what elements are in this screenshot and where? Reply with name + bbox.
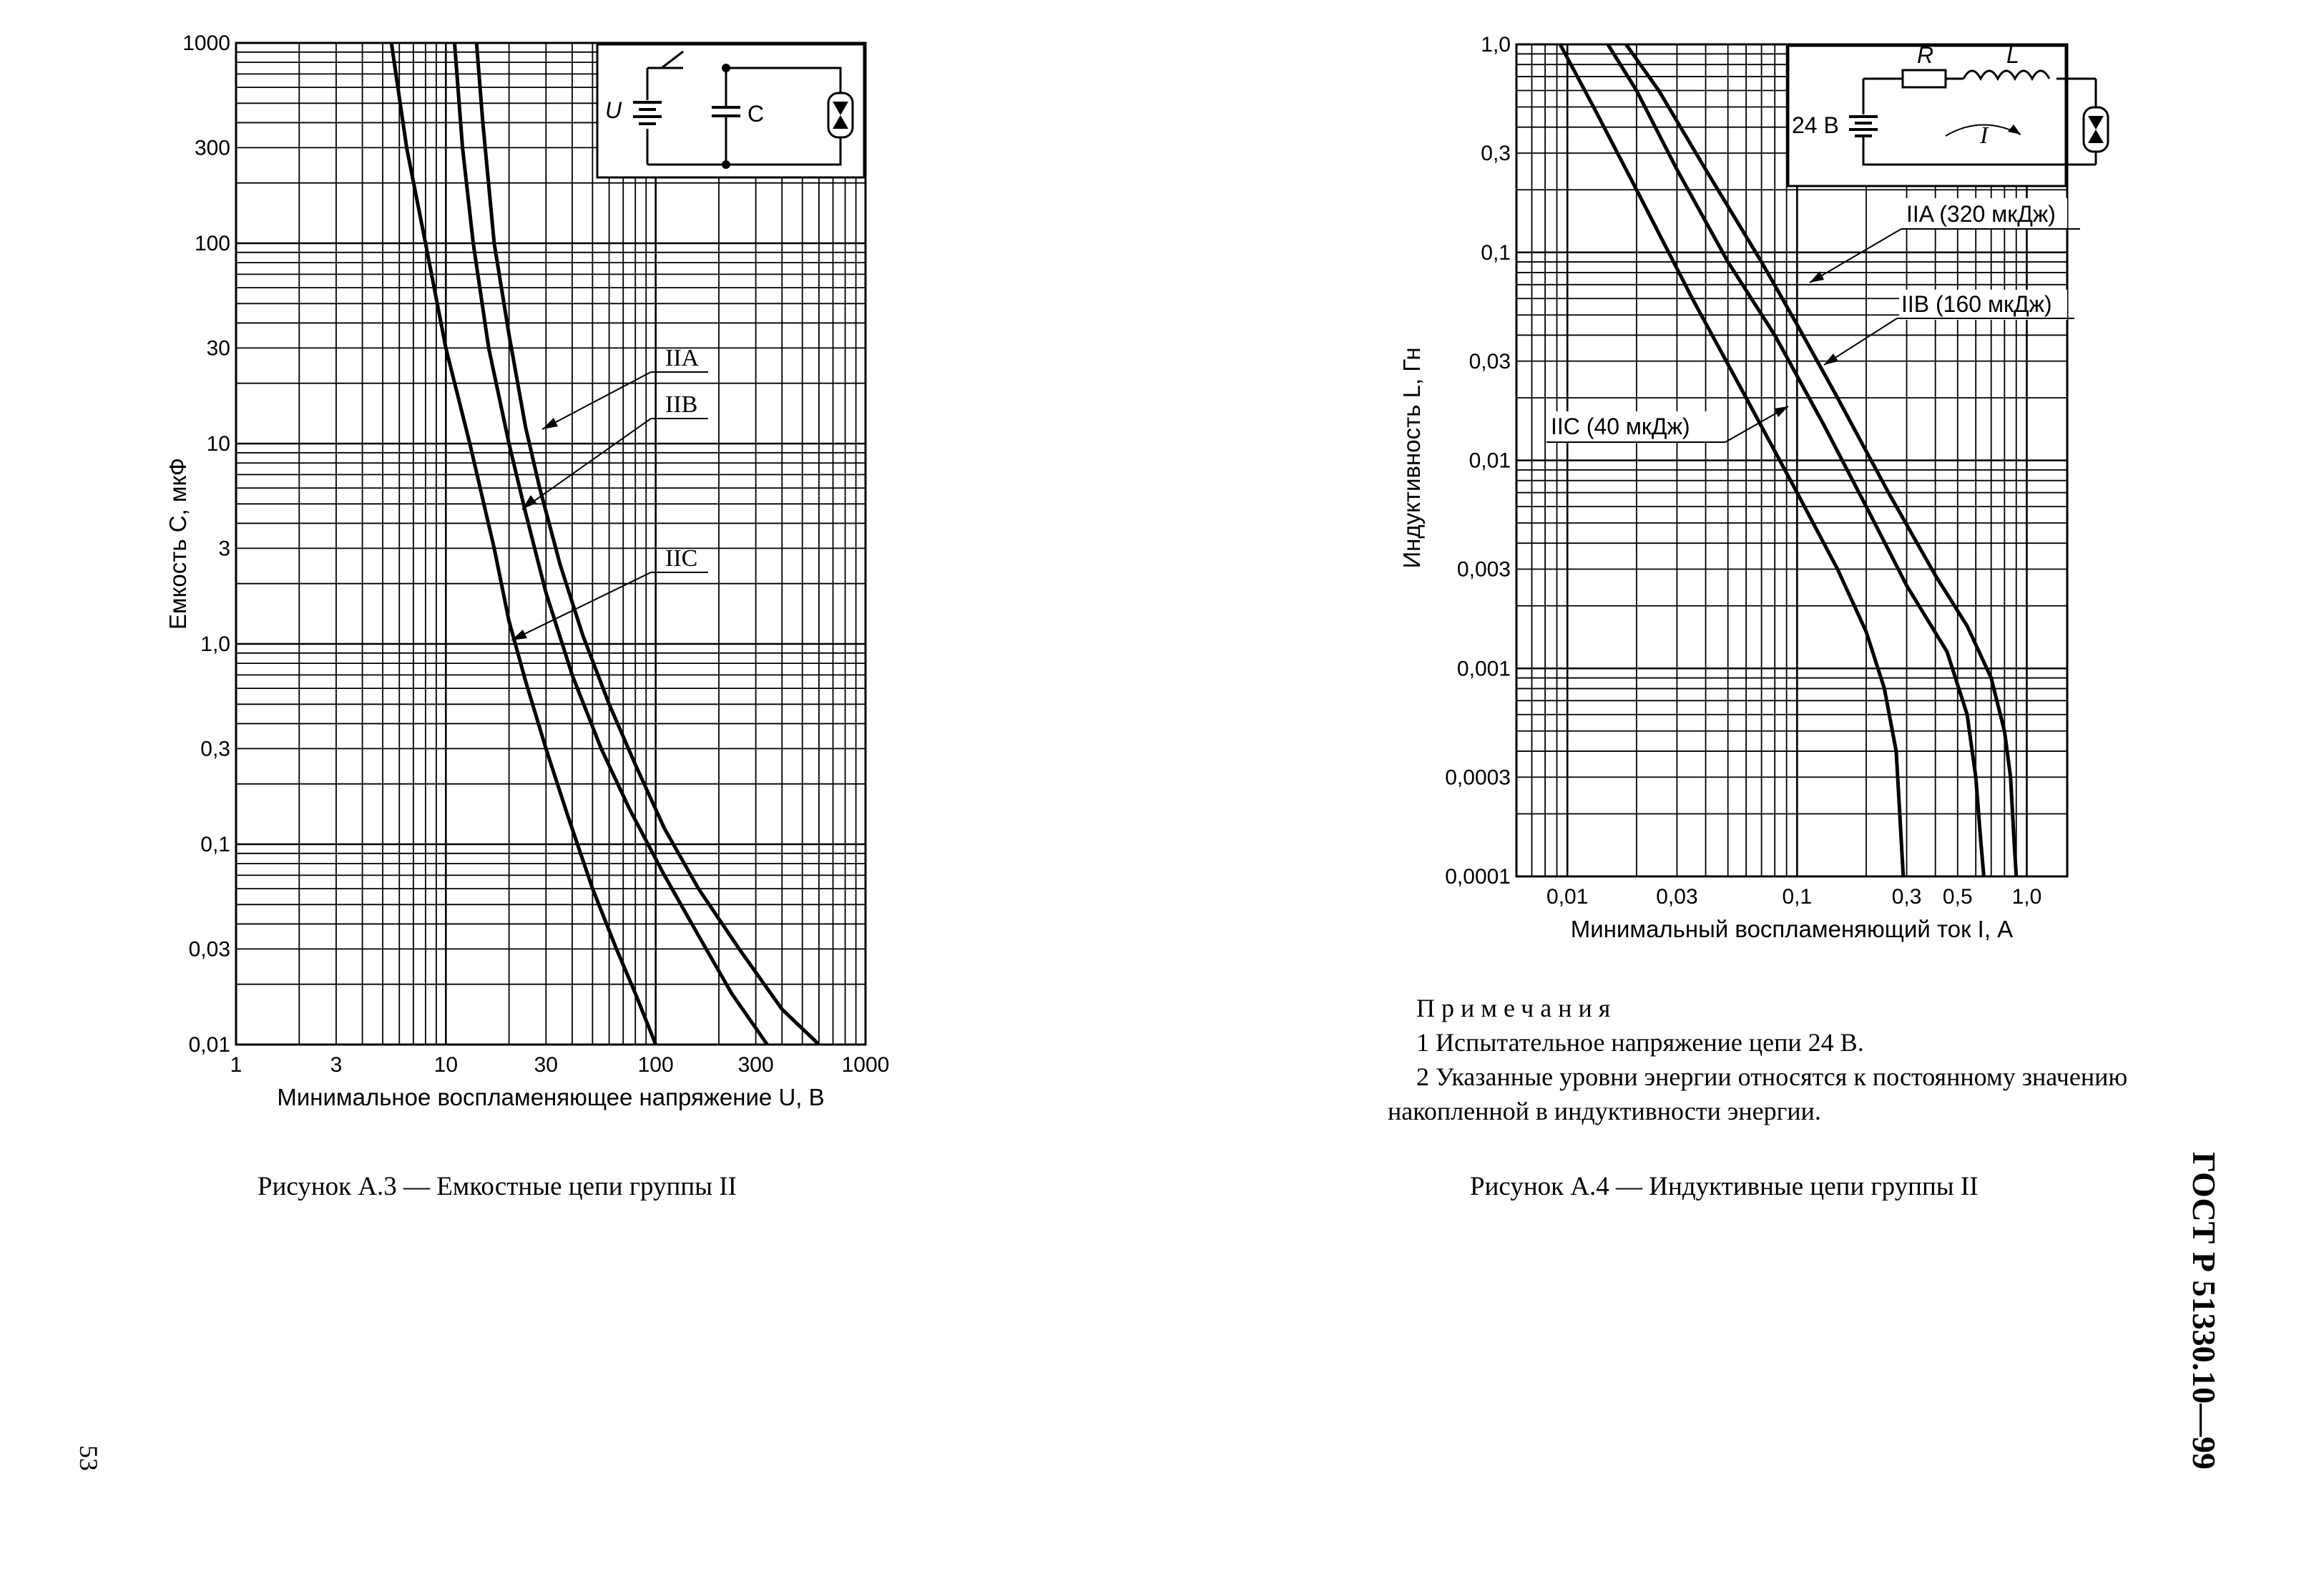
figure-a4-caption: Рисунок А.4 — Индуктивные цепи группы II [1470,1172,1979,1201]
figure-a3-x-axis-title: Минимальное воспламеняющее напряжение U, В [277,1084,825,1110]
x-tick-label: 100 [637,1053,674,1077]
y-tick-label: 0,0003 [1445,766,1511,790]
y-tick-label: 0,001 [1456,657,1511,681]
y-tick-label: 30 [206,336,230,361]
figure-a4-chart [1359,0,2217,987]
y-tick-label: 0,3 [200,737,230,761]
y-tick-label: 0,003 [1456,557,1511,582]
curve-iic [391,43,656,1045]
x-tick-label: 10 [433,1053,459,1077]
y-tick-label: 3 [218,537,230,561]
callout-iic: IIC [665,545,698,572]
x-tick-label: 300 [737,1053,774,1077]
figure-a3-curves [391,43,819,1045]
y-tick-label: 0,1 [200,833,230,856]
callout-iia: IIA [665,345,700,371]
x-tick-label: 0,5 [1942,885,1973,909]
y-tick-label: 1,0 [1481,33,1511,57]
callout-iic-40: IIC (40 мкДж) [1551,414,1690,439]
figure-a4-y-axis-title: Индуктивность L, Гн [1398,347,1425,569]
page-number: 53 [74,1445,103,1471]
x-tick-label: 0,03 [1656,885,1698,909]
capacitor-label: C [747,101,765,127]
y-tick-label: 0,01 [1469,449,1511,473]
callout-iib-160: IIB (160 мкДж) [1901,291,2052,317]
y-tick-label: 0,01 [188,1033,230,1057]
y-tick-label: 1,0 [200,632,230,656]
x-tick-label: 1,0 [2011,885,2042,909]
x-tick-label: 3 [330,1053,343,1077]
curve-iia [476,43,819,1045]
figure-a3-y-axis-title: Емкость C, мкФ [165,457,191,630]
curve-iib [455,43,768,1045]
note-2: 2 Указанные уровни энергии относятся к постоянному значению накопленной в индуктивности энергии. [1388,1062,2128,1125]
figure-a3-chart [0,0,930,1116]
x-tick-label: 1 [230,1053,242,1077]
resistor-label: R [1917,42,1934,68]
notes-heading: Примечания [1416,994,1617,1022]
y-tick-label: 0,03 [1469,349,1511,373]
y-tick-label: 100 [194,232,230,255]
y-tick-label: 0,03 [188,937,230,962]
figure-a4-x-axis-title: Минимальный воспламеняющий ток I, А [1570,916,2014,942]
inductor-circuit-inset [1788,42,2108,186]
note-1: 1 Испытательное напряжение цепи 24 В. [1416,1028,1864,1057]
supply-voltage-label: 24 В [1792,112,1839,138]
figure-a3-caption: Рисунок А.3 — Емкостные цепи группы II [258,1172,737,1201]
x-tick-label: 30 [534,1053,558,1077]
x-tick-label: 0,1 [1782,885,1813,909]
y-tick-label: 0,3 [1481,142,1511,166]
voltage-source-label: U [605,97,622,123]
capacitor-circuit-inset [597,44,864,177]
figure-a3-frame [236,43,866,1045]
y-tick-label: 0,0001 [1445,865,1511,889]
callout-iia-320: IIA (320 мкДж) [1906,201,2056,227]
y-tick-label: 10 [206,432,230,456]
current-label: I [1980,122,1989,149]
standard-id: ГОСТ Р 51330.10—99 [2186,1152,2222,1470]
notes-block [1388,991,2146,1128]
callout-iib: IIB [665,391,698,418]
inductor-label: L [2006,42,2019,68]
x-tick-label: 1000 [841,1053,890,1077]
y-tick-label: 0,1 [1481,240,1511,265]
y-tick-label: 300 [194,136,230,160]
y-tick-label: 1000 [182,31,230,55]
x-tick-label: 0,3 [1891,885,1922,909]
x-tick-label: 0,01 [1546,885,1589,909]
figure-a3-grid [236,43,866,1045]
